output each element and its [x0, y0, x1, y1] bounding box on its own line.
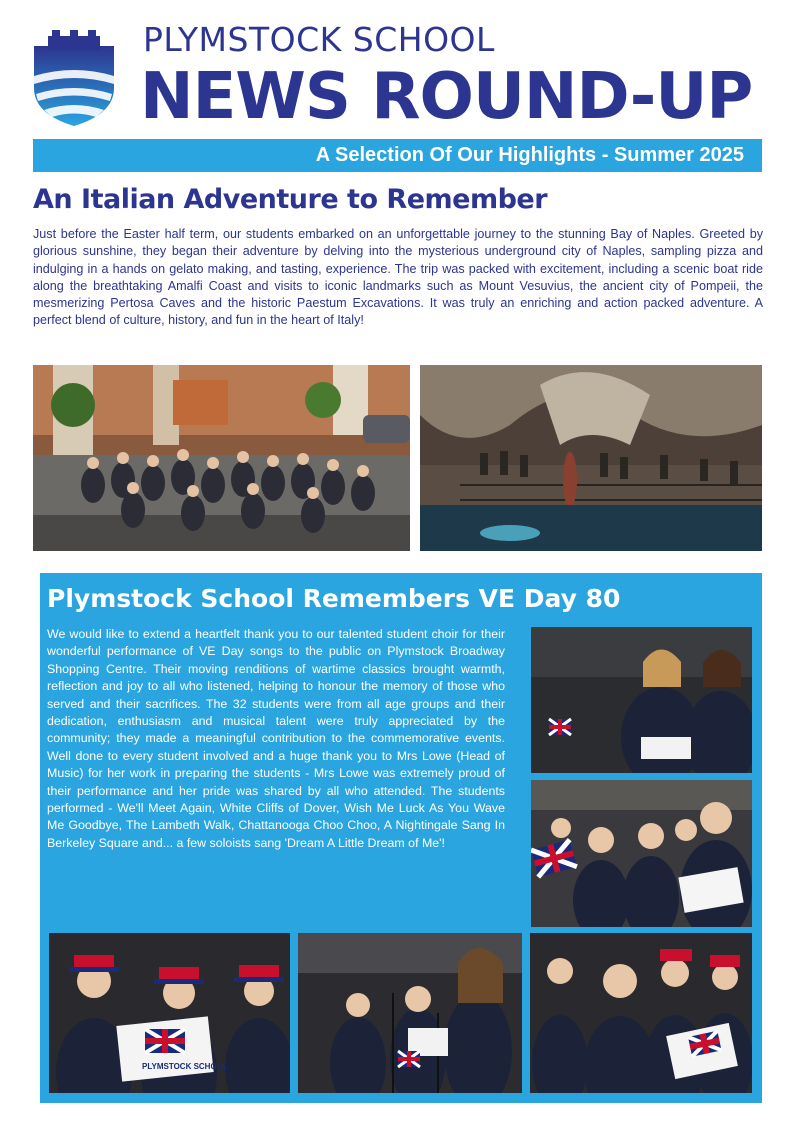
choir-microphones-photo [298, 933, 522, 1093]
highlights-banner: A Selection Of Our Highlights - Summer 2025 [33, 139, 762, 172]
italy-article-heading: An Italian Adventure to Remember [33, 184, 548, 215]
songsheet-label: PLYMSTOCK SCHOOL [142, 1062, 228, 1071]
ve-day-heading: Plymstock School Remembers VE Day 80 [47, 584, 621, 613]
choir-flag-photo [531, 780, 752, 927]
school-crest-logo [30, 28, 118, 128]
italy-article-body: Just before the Easter half term, our students embarked on an unforgettable journey to the stunning Bay of Naples. Greeted by glorious sunshine, they began their adventure by delving into the mysterious underground city of Naples, sampling pizza and indulging in a hands on gelato making, and tasting, experience. The trip was packed with excitement, including a scenic boat ride along the breathtaking Amalfi Coast and visits to iconic landmarks such as Mount Vesuvius, the ancient city of Pompeii, the mesmerizing Pertosa Caves and the historic Paestum Excavations. It was truly an enriching and action packed adventure. A perfect blend of culture, history, and fun in the heart of Italy! [33, 227, 763, 328]
choir-hats-photo [49, 933, 290, 1093]
ve-day-body: We would like to extend a heartfelt thank you to our talented student choir for their wonderful performance of VE Day songs to the public on Plymstock Broadway Shopping Centre. Their moving renditions of wartime classics brought warmth, reflection and joy to all who listened, helping to honour the memory of those who served and their sacrifices. The 32 students were from all age groups and their dedication, enthusiasm and musical talent were truly appreciated by the community; they made a meaningful contribution to the commemorative events. Well done to every student involved and a huge thank you to Mrs Lowe (Head of Music) for her work in preparing the students - Mrs Lowe was extremely proud of their performance and her pride was shared by all who attended. The students performed - We'll Meet Again, White Cliffs of Dover, Wish Me Luck As You Wave Me Goodbye, The Lambeth Walk, Chattanooga Choo Choo, A Nightingale Sang In Berkeley Square and... a few soloists sang 'Dream A Little Dream of Me'! [47, 627, 505, 850]
newsletter-title: NEWS ROUND-UP [140, 60, 753, 134]
newsletter-header [0, 0, 800, 140]
school-name: PLYMSTOCK SCHOOL [143, 20, 495, 59]
italy-group-photo [33, 365, 410, 551]
pertosa-caves-photo [420, 365, 762, 551]
choir-singers-photo [531, 627, 752, 773]
choir-group-photo [530, 933, 752, 1093]
